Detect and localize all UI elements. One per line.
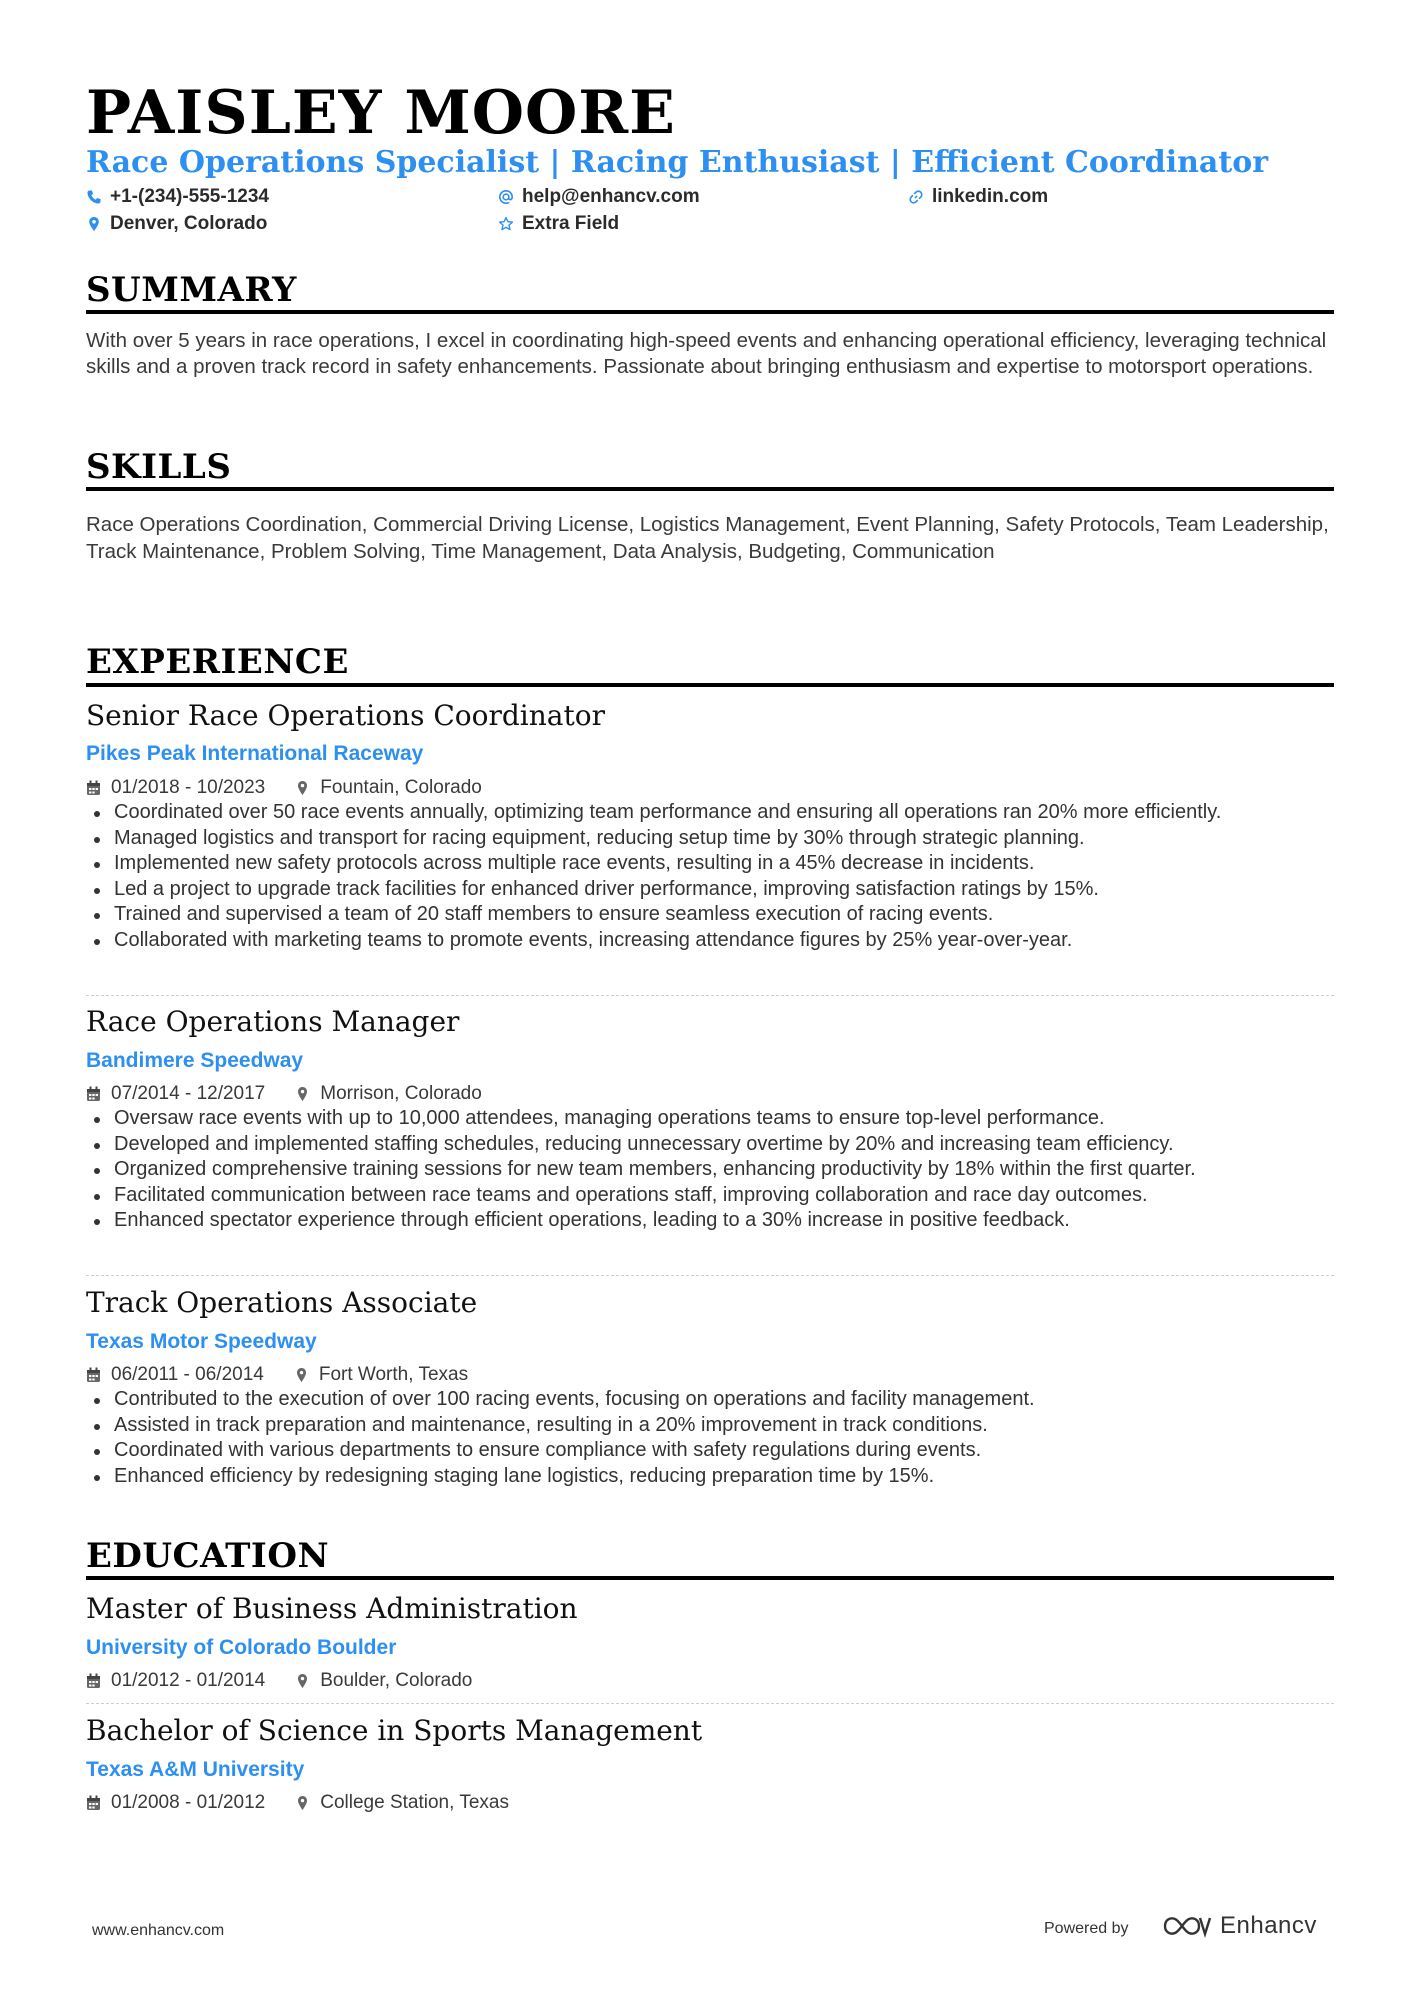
skills-text: Race Operations Coordination, Commercial Driving License, Logistics Management, Event Planning, Safety Protocols, Team Leadership, Track Maintenance, Problem Solving, Time Management, Data Analysis, Budgeting, Communication (86, 513, 1329, 563)
list-item: Coordinated with various departments to ensure compliance with safety regulations during events. (86, 1438, 1334, 1464)
education-meta (86, 1791, 509, 1815)
calendar-icon (86, 1795, 101, 1811)
map-pin-icon (295, 1086, 310, 1102)
entry-divider (86, 995, 1334, 996)
star-icon (498, 216, 514, 232)
contact-email-text: help@enhancv.com (522, 186, 700, 207)
calendar-icon (86, 1086, 101, 1102)
job-meta (86, 1363, 468, 1387)
list-item: Developed and implemented staffing schedules, reducing unnecessary overtime by 20% and increasing team efficiency. (86, 1132, 1334, 1158)
school-name: University of Colorado Boulder (86, 1636, 397, 1659)
map-pin-icon (295, 1673, 310, 1689)
list-item: Trained and supervised a team of 20 staff members to ensure seamless execution of racing events. (86, 902, 1334, 928)
map-pin-icon (294, 1367, 309, 1383)
job-company: Bandimere Speedway (86, 1049, 304, 1072)
list-item: Assisted in track preparation and maintenance, resulting in a 20% improvement in track conditions. (86, 1413, 1334, 1439)
job-company: Texas Motor Speedway (86, 1330, 317, 1353)
list-item: Coordinated over 50 race events annually, optimizing team performance and ensuring all operations ran 20% more efficiently. (86, 800, 1334, 826)
list-item: Managed logistics and transport for racing equipment, reducing setup time by 30% through strategic planning. (86, 826, 1334, 852)
job-location: Fort Worth, Texas (318, 1364, 469, 1385)
job-meta (86, 1082, 482, 1106)
summary-divider (86, 310, 1334, 314)
entry-divider (86, 1275, 1334, 1276)
education-dates: 01/2008 - 01/2012 (111, 1792, 266, 1813)
job-company: Pikes Peak International Raceway (86, 742, 424, 765)
powered-by-label: Powered by (1044, 1920, 1129, 1937)
contact-linkedin-text: linkedin.com (932, 186, 1049, 207)
school-name: Texas A&M University (86, 1758, 305, 1781)
experience-divider (86, 683, 1334, 687)
job-location: Fountain, Colorado (320, 777, 482, 798)
contact-location (86, 212, 267, 236)
job-title: Senior Race Operations Coordinator (86, 699, 605, 732)
summary-heading: SUMMARY (86, 270, 297, 310)
list-item: Organized comprehensive training sessions for new team members, enhancing productivity by 18% within the first quarter. (86, 1157, 1334, 1183)
education-dates: 01/2012 - 01/2014 (111, 1670, 266, 1691)
education-meta (86, 1669, 472, 1693)
at-sign-icon (498, 189, 514, 205)
list-item: Facilitated communication between race teams and operations staff, improving collaboration and race day outcomes. (86, 1183, 1334, 1209)
job-dates: 06/2011 - 06/2014 (111, 1364, 264, 1385)
footer-website-link[interactable]: www.enhancv.com (92, 1922, 225, 1939)
skills-heading: SKILLS (86, 447, 232, 487)
education-divider (86, 1576, 1334, 1580)
contact-phone[interactable] (86, 185, 269, 209)
education-location: Boulder, Colorado (320, 1670, 473, 1691)
job-location: Morrison, Colorado (320, 1083, 482, 1104)
entry-divider (86, 1703, 1334, 1704)
list-item: Enhanced spectator experience through efficient operations, leading to a 30% increase in positive feedback. (86, 1208, 1334, 1234)
list-item: Contributed to the execution of over 100 racing events, focusing on operations and facility management. (86, 1387, 1334, 1413)
list-item: Oversaw race events with up to 10,000 attendees, managing operations teams to ensure top-level performance. (86, 1106, 1334, 1132)
job-title: Track Operations Associate (86, 1286, 478, 1319)
list-item: Implemented new safety protocols across multiple race events, resulting in a 45% decrease in incidents. (86, 851, 1334, 877)
experience-heading: EXPERIENCE (86, 642, 349, 682)
map-pin-icon (295, 780, 310, 796)
summary-text: With over 5 years in race operations, I excel in coordinating high-speed events and enhancing operational efficiency, leveraging technical skills and a proven track record in safety enhancements. Passionate about bringing enthusiasm and expertise to motorsport operations. (86, 329, 1327, 378)
job-meta (86, 776, 482, 800)
enhancv-logo-icon (1162, 1912, 1212, 1940)
job-bullets (86, 800, 1334, 954)
calendar-icon (86, 780, 101, 796)
candidate-headline: Race Operations Specialist | Racing Enthusiast | Efficient Coordinator (86, 145, 1269, 180)
skills-divider (86, 487, 1334, 491)
calendar-icon (86, 1367, 101, 1383)
map-pin-icon (295, 1795, 310, 1811)
job-dates: 01/2018 - 10/2023 (111, 777, 266, 798)
candidate-name: PAISLEY MOORE (86, 78, 676, 148)
contact-location-text: Denver, Colorado (110, 213, 268, 234)
job-bullets (86, 1387, 1334, 1489)
contact-extra-text: Extra Field (522, 213, 620, 234)
list-item: Collaborated with marketing teams to promote events, increasing attendance figures by 25% year-over-year. (86, 928, 1334, 954)
brand-name: Enhancv (1220, 1912, 1317, 1939)
list-item: Led a project to upgrade track facilities for enhanced driver performance, improving satisfaction ratings by 15%. (86, 877, 1334, 903)
link-icon (908, 189, 924, 205)
contact-linkedin[interactable] (908, 185, 1048, 209)
education-location: College Station, Texas (320, 1792, 509, 1813)
degree-title: Master of Business Administration (86, 1592, 578, 1625)
contact-extra (498, 212, 619, 236)
job-dates: 07/2014 - 12/2017 (111, 1083, 266, 1104)
enhancv-brand[interactable] (1162, 1912, 1317, 1940)
education-heading: EDUCATION (86, 1536, 330, 1576)
job-title: Race Operations Manager (86, 1005, 460, 1038)
phone-icon (86, 189, 102, 205)
degree-title: Bachelor of Science in Sports Management (86, 1714, 703, 1747)
calendar-icon (86, 1673, 101, 1689)
list-item: Enhanced efficiency by redesigning staging lane logistics, reducing preparation time by 15%. (86, 1464, 1334, 1490)
job-bullets (86, 1106, 1334, 1234)
contact-email[interactable] (498, 185, 700, 209)
contact-phone-text: +1-(234)-555-1234 (110, 186, 269, 207)
map-pin-icon (86, 216, 102, 232)
